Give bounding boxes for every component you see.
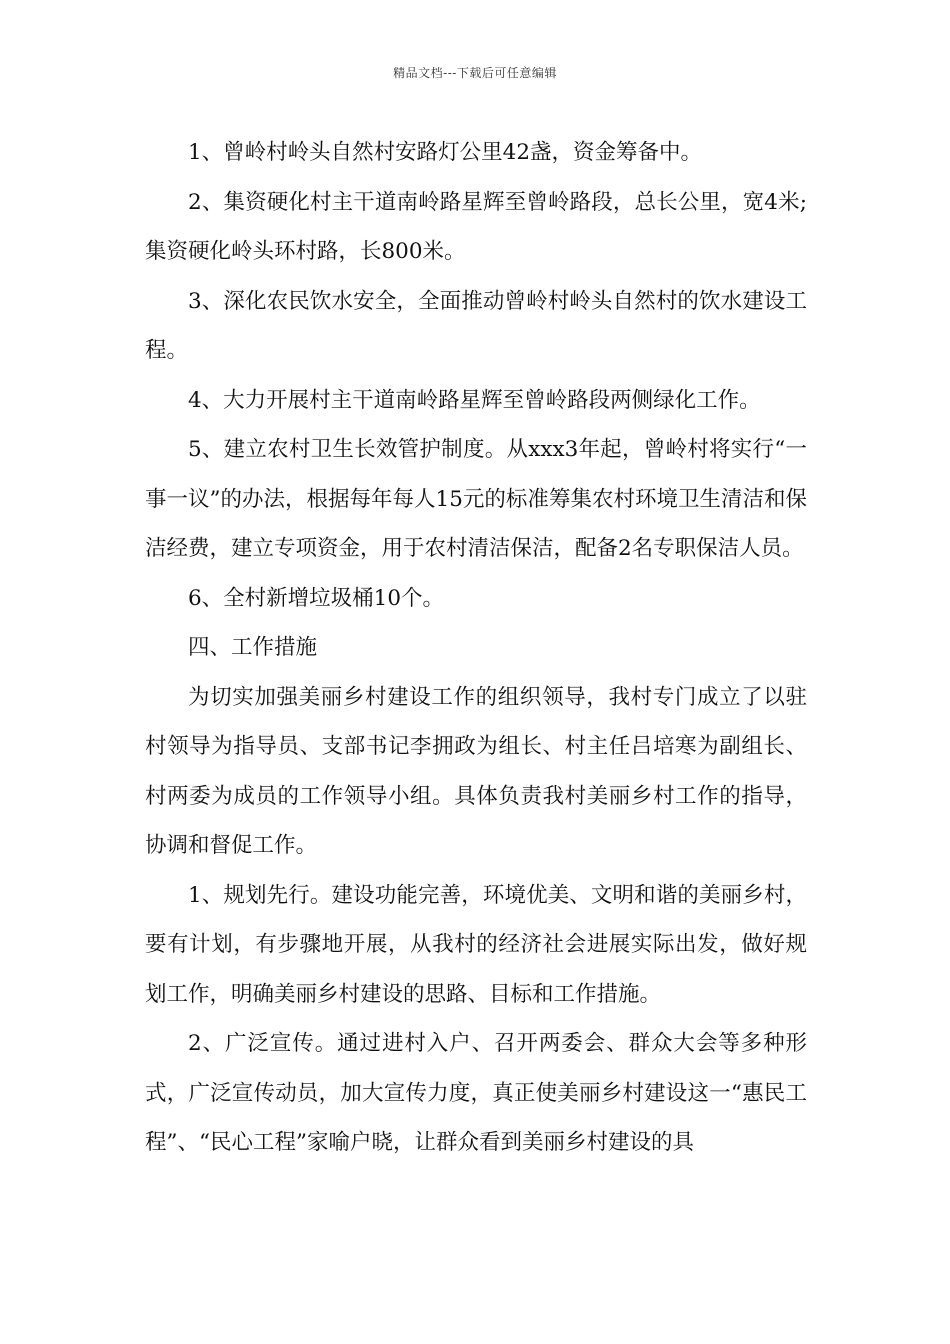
document-body — [145, 128, 807, 1168]
paragraph-measure-1-planning: 1、规划先行。建设功能完善，环境优美、文明和谐的美丽乡村，要有计划，有步骤地开展，从我村的经济社会进展实际出发，做好规划工作，明确美丽乡村建设的思路、目标和工作措施。 — [145, 882, 807, 1007]
paragraph-leadership-group: 为切实加强美丽乡村建设工作的组织领导，我村专门成立了以驻村领导为指导员、支部书记李拥政为组长、村主任吕培寒为副组长、村两委为成员的工作领导小组。具体负责我村美丽乡村工作的指导，协调和督促工作。 — [145, 684, 807, 858]
section-heading-work-measures: 四、工作措施 — [188, 635, 318, 660]
paragraph-measure-2-publicity: 2、广泛宣传。通过进村入户、召开两委会、群众大会等多种形式，广泛宣传动员，加大宣传力度，真正使美丽乡村建设这一“惠民工程”、“民心工程”家喻户晓，让群众看到美丽乡村建设的具 — [145, 1031, 807, 1155]
page-header: 精品文档---下载后可任意编辑 — [393, 66, 557, 80]
paragraph-item-5-sanitation: 5、建立农村卫生长效管护制度。从xxx3年起，曾岭村将实行“一事一议”的办法，根据每年每人15元的标准筹集农村环境卫生清洁和保洁经费，建立专项资金，用于农村清洁保洁，配备2名专职保洁人员。 — [145, 437, 807, 561]
paragraph-item-1-streetlights: 1、曾岭村岭头自然村安路灯公里42盏，资金筹备中。 — [188, 140, 703, 165]
paragraph-item-2-road-hardening: 2、集资硬化村主干道南岭路星辉至曾岭路段，总长公里，宽4米;集资硬化岭头环村路，长800米。 — [145, 189, 807, 264]
paragraph-item-6-trash-bins: 6、全村新增垃圾桶10个。 — [188, 585, 445, 611]
paragraph-item-3-drinking-water: 3、深化农民饮水安全，全面推动曾岭村岭头自然村的饮水建设工程。 — [145, 288, 807, 363]
paragraph-item-4-greening: 4、大力开展村主干道南岭路星辉至曾岭路段两侧绿化工作。 — [188, 387, 761, 413]
